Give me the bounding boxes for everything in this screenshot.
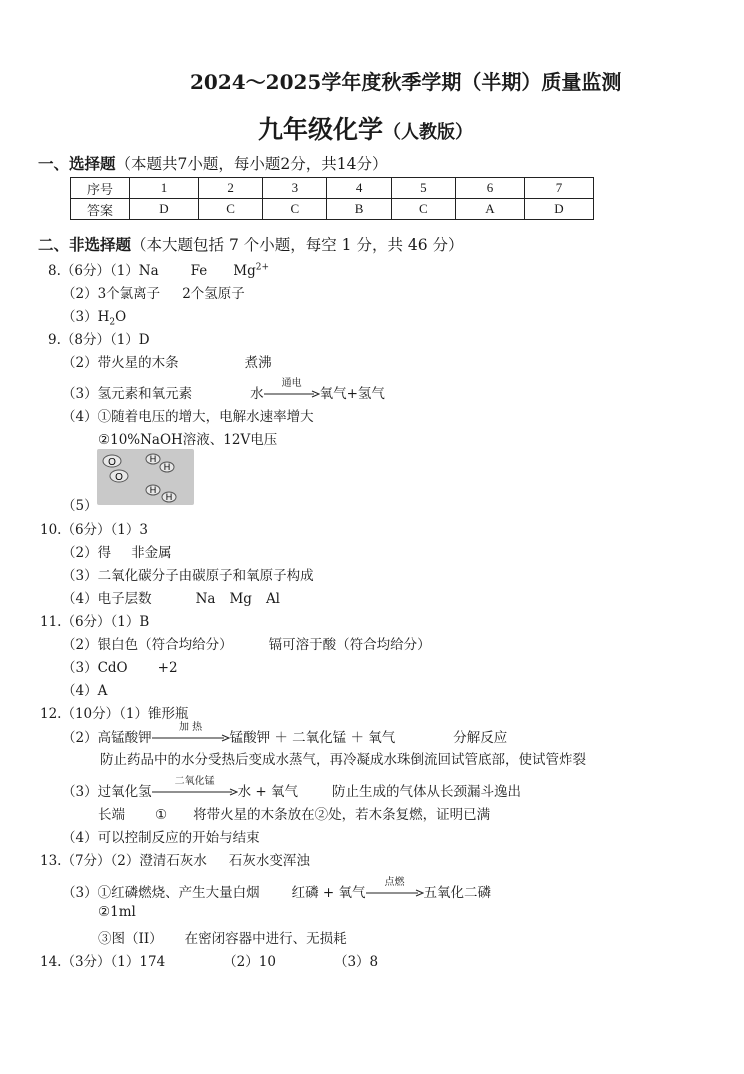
q10-answer-2b: 非金属 [131, 545, 172, 561]
table-cell: C [391, 199, 455, 220]
q12-3-condition: 二氧化锰 [174, 776, 215, 787]
q12-answer-2b: 防止药品中的水分受热后变成水蒸气，再冷凝成水珠倒流回试管底部，使试管炸裂 [100, 752, 586, 768]
q8-line3 [62, 305, 126, 328]
molecule-figure [97, 449, 194, 505]
q11-answer-3b: +2 [157, 660, 178, 676]
hydrogen-label: H [165, 492, 173, 502]
q13-product: 五氧化二磷 [423, 885, 491, 901]
table-cell: 7 [524, 178, 593, 199]
q10-line4 [62, 587, 280, 607]
q9-line2 [62, 351, 272, 371]
q13-condition: 点燃 [384, 877, 405, 888]
table-cell: C [263, 199, 327, 220]
q13-line1 [40, 849, 310, 869]
q9-answer-2a: （2）带火星的木条 [62, 355, 179, 371]
subject-name: 九年级化学 [258, 115, 384, 144]
arrow-icon [152, 734, 230, 742]
row-label-number: 序号 [71, 178, 130, 199]
q10-mg: Mg [229, 591, 252, 607]
q9-answer-4b: ②10%NaOH溶液、12V电压 [98, 432, 278, 448]
q12-3-product: 水 + 氧气 [237, 784, 298, 800]
q8-answer-2b: 2个氢原子 [182, 286, 245, 302]
q12-reactant: （2）高锰酸钾 [62, 730, 152, 746]
table-cell: C [199, 199, 263, 220]
molecule-diagram [97, 449, 194, 505]
q9-answer-2b: 煮沸 [244, 355, 272, 371]
q8-fe: Fe [190, 263, 208, 279]
q10-na: Na [195, 591, 216, 607]
table-cell: 1 [130, 178, 199, 199]
q8-line1 [48, 259, 269, 279]
q11-answer-3a: （3）CdO [62, 660, 128, 676]
q9-head: 9.（8分）（1）D [48, 332, 150, 348]
q12-3b-c: 将带火星的木条放在②处，若木条复燃，证明已满 [193, 807, 491, 823]
hydrogen-label: H [149, 454, 157, 464]
q9-condition: 通电 [281, 378, 302, 389]
q12-reaction-arrow [152, 722, 230, 742]
q10-answer-4a: （4）电子层数 [62, 591, 152, 607]
q12-head: 12.（10分）（1）锥形瓶 [40, 706, 189, 722]
table-cell: B [327, 199, 391, 220]
table-cell: 6 [455, 178, 524, 199]
part2-heading-line [38, 233, 464, 255]
part2-note: （本大题包括 7 个小题，每空 1 分，共 46 分） [131, 236, 464, 254]
q10-al: Al [265, 591, 281, 607]
q11-head: 11.（6分）（1）B [40, 614, 150, 630]
q9-product: 氧气+氢气 [319, 386, 385, 402]
q13-line3c [98, 927, 347, 947]
oxygen-label: O [108, 457, 116, 468]
q12-reaction-type: 分解反应 [453, 730, 508, 746]
q13-answer-3c-b: 在密闭容器中进行、无损耗 [184, 931, 347, 947]
q9-answer-4: （4）①随着电压的增大，电解水速率增大 [62, 409, 314, 425]
q11-answer-4: （4）A [62, 683, 108, 699]
q13-answer-3a: （3）①红磷燃烧、产生大量白烟 [62, 885, 260, 901]
hydrogen-label: H [149, 485, 157, 495]
q11-line3 [62, 656, 178, 676]
part1-heading: 一、选择题 [38, 154, 116, 173]
part1-note: （本题共7小题，每小题2分，共14分） [115, 155, 388, 173]
q14-answer-3: （3）8 [333, 954, 379, 970]
q12-line2 [62, 722, 508, 746]
table-cell: D [130, 199, 199, 220]
q10-head: 10.（6分）（1）3 [40, 522, 148, 538]
q12-product: 锰酸钾 ＋ 二氧化锰 ＋ 氧气 [229, 730, 396, 746]
q12-answer-4: （4）可以控制反应的开始与结束 [62, 830, 260, 846]
q12-3-reaction-arrow [152, 776, 238, 796]
exam-title: 2024～2025学年度秋季学期（半期）质量监测 [190, 70, 622, 94]
q14-line [40, 950, 378, 970]
q10-answer-2a: （2）得 [62, 545, 112, 561]
part1-heading-line [38, 152, 387, 174]
table-cell: 4 [327, 178, 391, 199]
table-cell: A [455, 199, 524, 220]
q14-answer-2: （2）10 [223, 954, 276, 970]
q8-head: 8.（6分）（1）Na [48, 263, 159, 279]
arrow-icon [264, 390, 320, 398]
answer-table [70, 177, 594, 220]
q10-answer-3: （3）二氧化碳分子由碳原子和氧原子构成 [62, 568, 314, 584]
q13-reaction-arrow [366, 877, 424, 897]
exam-subtitle [258, 110, 473, 146]
q9-line3 [62, 378, 385, 402]
q8-answer-3a: （3）H [62, 309, 110, 325]
oxygen-label: O [115, 472, 123, 483]
q12-line3b [98, 803, 490, 823]
table-cell: 2 [199, 178, 263, 199]
q12-condition: 加 热 [179, 722, 203, 733]
q13-head: 13.（7分）（2）澄清石灰水 [40, 853, 207, 869]
q9-answer-5: （5） [62, 498, 98, 514]
q13-reactant: 红磷 + 氧气 [291, 885, 366, 901]
q11-answer-2b: 镉可溶于酸（符合均给分） [268, 637, 431, 653]
row-label-answer: 答案 [71, 199, 130, 220]
q8-mg-charge: 2+ [255, 262, 270, 273]
q8-mg: Mg [233, 263, 256, 279]
table-row-answers [71, 199, 594, 220]
q12-3b-b: ① [155, 807, 168, 823]
q13-answer-3c-a: ③图（II） [98, 931, 163, 947]
q13-answer-3b: ②1ml [98, 904, 136, 920]
table-cell: 5 [391, 178, 455, 199]
q10-line2 [62, 541, 172, 561]
q12-3b-a: 长端 [98, 807, 125, 823]
q9-reaction-arrow [264, 378, 320, 398]
q13-line3 [62, 877, 491, 901]
part2-heading: 二、非选择题 [38, 235, 132, 254]
q8-answer-3b: O [115, 309, 127, 325]
q8-line2 [62, 282, 245, 302]
q12-3-reactant: （3）过氧化氢 [62, 784, 152, 800]
arrow-icon [152, 788, 238, 796]
q9-answer-3a: （3）氢元素和氧元素 [62, 386, 193, 402]
hydrogen-label: H [163, 462, 171, 472]
q13-head-b: 石灰水变浑浊 [228, 853, 310, 869]
table-cell: 3 [263, 178, 327, 199]
q12-line3 [62, 776, 521, 800]
q12-3-note: 防止生成的气体从长颈漏斗逸出 [332, 784, 521, 800]
q9-reactant: 水 [250, 386, 264, 402]
arrow-icon [366, 889, 424, 897]
table-row-numbers [71, 178, 594, 199]
q14-answer-1: 14.（3分）（1）174 [40, 954, 166, 970]
q8-answer-3-sub: 2 [109, 317, 116, 328]
edition-label: （人教版） [383, 122, 474, 143]
q11-answer-2a: （2）银白色（符合均给分） [62, 637, 233, 653]
table-cell: D [524, 199, 593, 220]
q8-answer-2a: （2）3个氯离子 [62, 286, 161, 302]
q11-line2 [62, 633, 431, 653]
